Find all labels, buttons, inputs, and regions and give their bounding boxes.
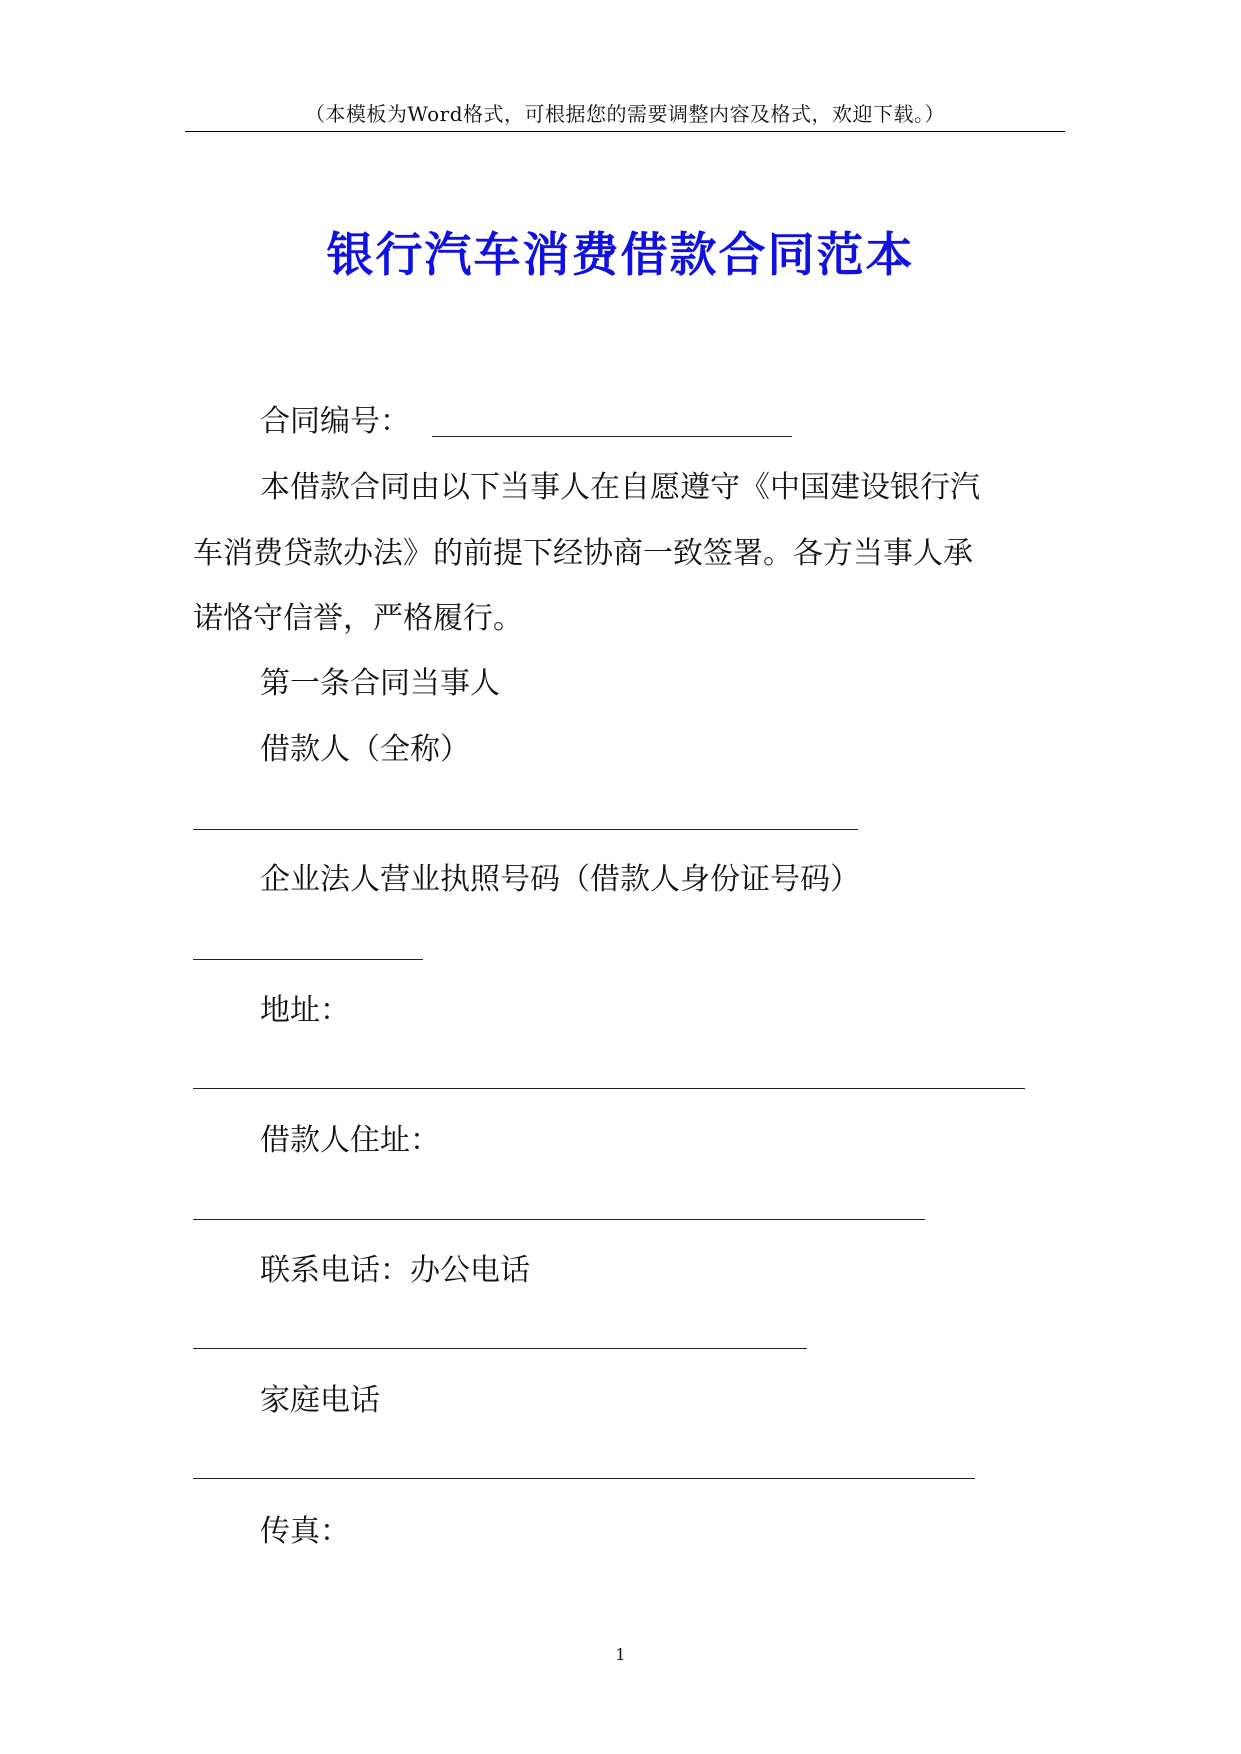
borrower-address-blank xyxy=(193,1219,925,1220)
fax-label: 传真： xyxy=(260,1514,350,1549)
article-heading: 第一条合同当事人 xyxy=(260,666,500,701)
license-number-blank xyxy=(193,959,423,960)
borrower-name-blank xyxy=(193,829,858,830)
page-number: 1 xyxy=(615,1645,626,1664)
borrower-address-label: 借款人住址： xyxy=(260,1123,440,1158)
document-title: 银行汽车消费借款合同范本 xyxy=(326,228,915,283)
borrower-name-label: 借款人（全称） xyxy=(260,732,470,767)
intro-line-2: 车消费贷款办法》的前提下经协商一致签署。各方当事人承 xyxy=(193,536,973,571)
template-note: （本模板为Word格式，可根据您的需要调整内容及格式，欢迎下载。） xyxy=(304,102,946,126)
intro-line-1: 本借款合同由以下当事人在自愿遵守《中国建设银行汽 xyxy=(260,470,980,505)
address-blank xyxy=(193,1088,1025,1089)
address-label: 地址： xyxy=(260,993,350,1028)
home-phone-label: 家庭电话 xyxy=(260,1383,380,1418)
office-phone-blank xyxy=(193,1348,807,1349)
contract-number-blank xyxy=(432,436,792,437)
contract-number-label: 合同编号： xyxy=(260,404,410,439)
intro-line-3: 诺恪守信誉，严格履行。 xyxy=(193,601,523,636)
header-divider xyxy=(185,131,1065,132)
license-number-label: 企业法人营业执照号码（借款人身份证号码） xyxy=(260,862,860,897)
office-phone-label: 联系电话：办公电话 xyxy=(260,1253,530,1288)
home-phone-blank xyxy=(193,1478,975,1479)
